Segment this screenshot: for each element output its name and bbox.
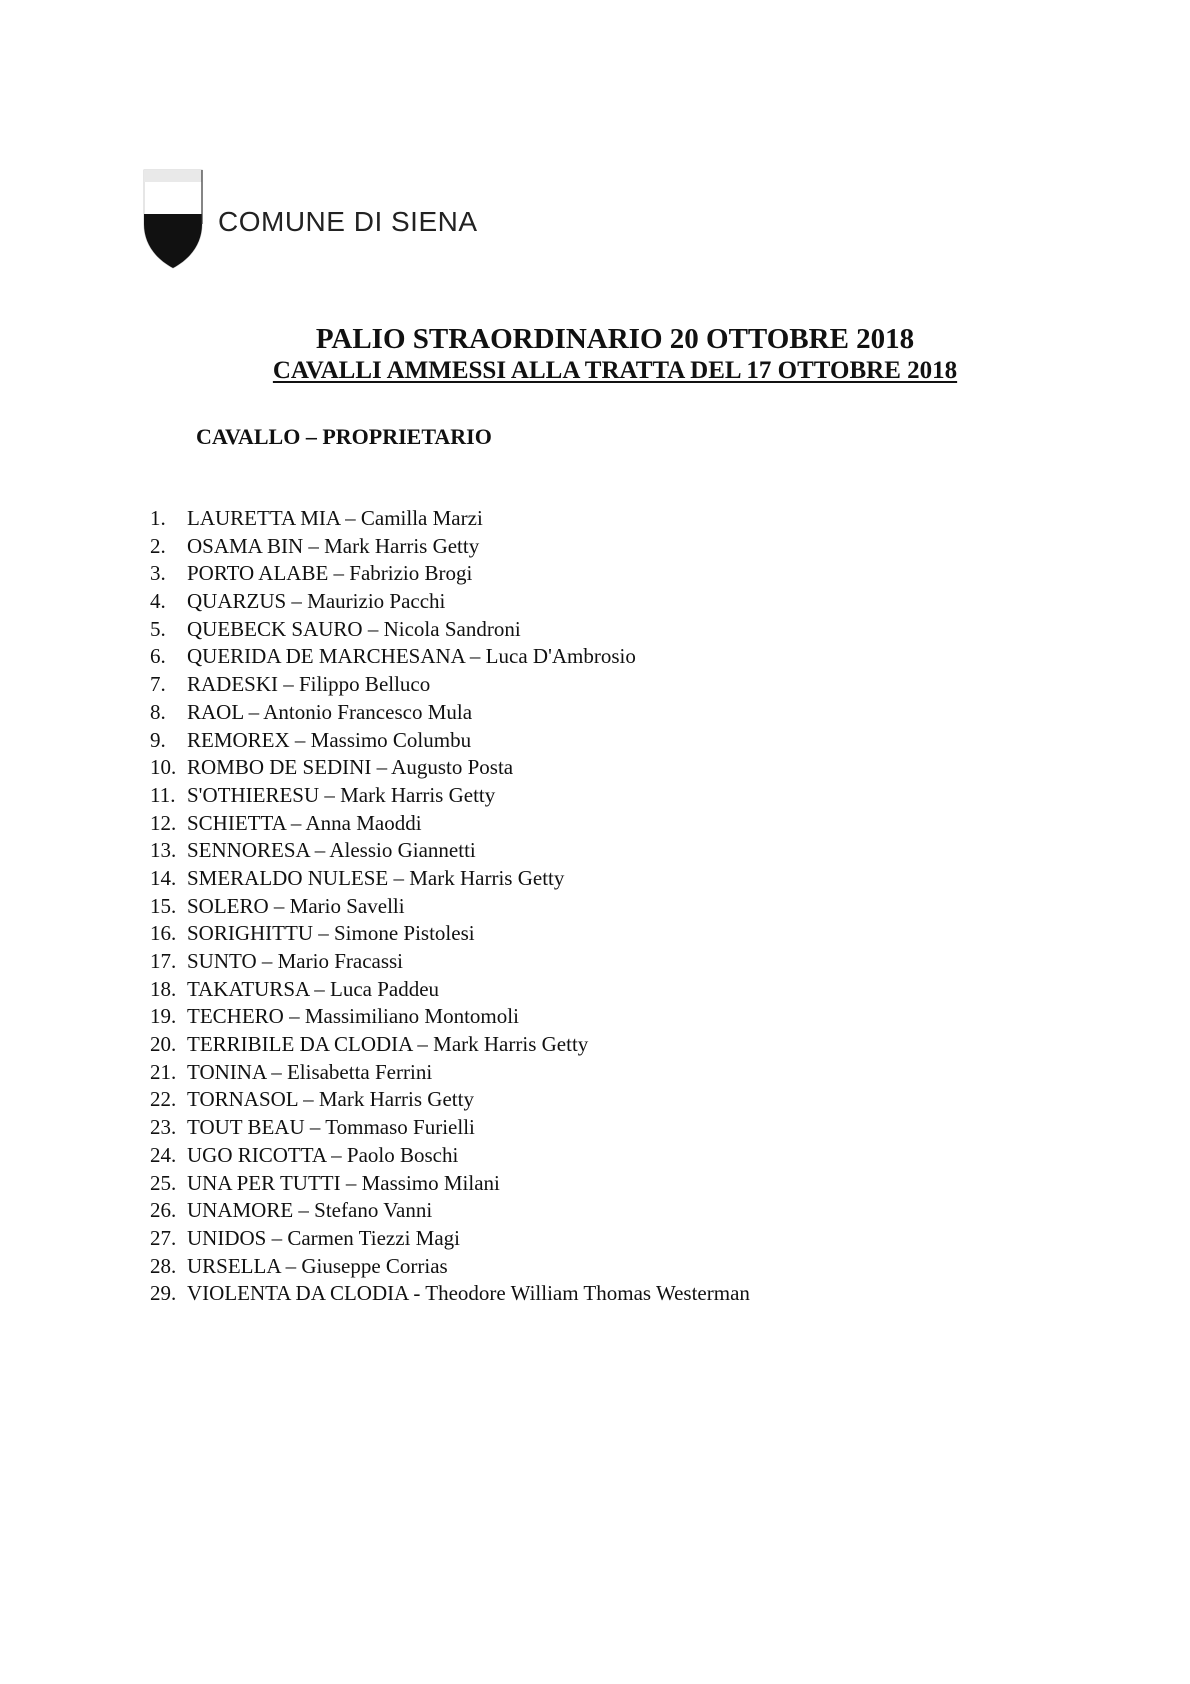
list-item [150, 1197, 750, 1225]
list-item [150, 1086, 750, 1114]
list-item-entry: SUNTO – Mario Fracassi [187, 949, 404, 973]
list-item [150, 1059, 750, 1087]
list-item-entry: PORTO ALABE – Fabrizio Brogi [187, 561, 473, 586]
list-item-number: 12. [150, 810, 177, 835]
list-item [150, 560, 750, 588]
page-title: PALIO STRAORDINARIO 20 OTTOBRE 2018 [315, 323, 915, 355]
municipality-logo [140, 166, 480, 272]
list-item [150, 1114, 750, 1142]
list-item [150, 699, 750, 727]
list-item [150, 810, 750, 838]
list-item-number: 7. [150, 672, 166, 697]
list-item-number: 15. [150, 893, 177, 918]
horse-list [150, 505, 750, 1308]
list-item-number: 2. [150, 533, 166, 558]
list-item [150, 671, 750, 699]
siena-balzana-shield-icon [140, 166, 206, 272]
list-item [150, 588, 750, 616]
list-item-number: 23. [150, 1115, 177, 1140]
column-header: CAVALLO – PROPRIETARIO [196, 424, 492, 449]
list-item-number: 11. [150, 782, 176, 807]
list-item [150, 1253, 750, 1281]
list-item-entry: SCHIETTA – Anna Maoddi [187, 810, 422, 835]
list-item-number: 13. [150, 838, 177, 863]
list-item-entry: TAKATURSA – Luca Paddeu [187, 976, 440, 1001]
list-item-entry: S'OTHIERESU – Mark Harris Getty [187, 782, 496, 807]
list-item [150, 948, 750, 976]
list-item-number: 25. [150, 1170, 177, 1195]
list-item-number: 8. [150, 699, 166, 724]
list-item-entry: TERRIBILE DA CLODIA – Mark Harris Getty [187, 1032, 589, 1057]
list-item-number: 20. [150, 1032, 177, 1057]
list-item-number: 27. [150, 1225, 177, 1250]
list-item-number: 14. [150, 865, 177, 890]
list-item [150, 920, 750, 948]
list-item [150, 1031, 750, 1059]
list-item-entry: UNAMORE – Stefano Vanni [187, 1198, 433, 1223]
list-item-entry: QUEBECK SAURO – Nicola Sandroni [187, 616, 521, 641]
list-item-number: 28. [150, 1253, 177, 1278]
list-item-number: 17. [150, 949, 177, 973]
list-item-number: 9. [150, 727, 166, 752]
list-item-entry: TOUT BEAU – Tommaso Furielli [187, 1115, 475, 1140]
list-item-number: 4. [150, 589, 166, 614]
municipality-name: COMUNE DI SIENA [218, 206, 478, 237]
list-item-entry: SOLERO – Mario Savelli [187, 893, 405, 918]
list-item-number: 6. [150, 644, 166, 669]
list-item [150, 1225, 750, 1253]
list-item [150, 865, 750, 893]
list-item-entry: LAURETTA MIA – Camilla Marzi [187, 506, 483, 530]
list-item-entry: URSELLA – Giuseppe Corrias [187, 1253, 448, 1278]
shield-lower-half [144, 214, 202, 268]
list-item [150, 505, 750, 533]
list-item [150, 727, 750, 755]
list-item-entry: TONINA – Elisabetta Ferrini [187, 1059, 433, 1084]
list-item-number: 5. [150, 616, 166, 641]
list-item [150, 616, 750, 644]
list-item-entry: OSAMA BIN – Mark Harris Getty [187, 533, 480, 558]
list-item [150, 782, 750, 810]
list-item-number: 26. [150, 1198, 177, 1223]
list-item [150, 1142, 750, 1170]
list-item-number: 1. [150, 506, 166, 530]
list-item [150, 837, 750, 865]
list-item-number: 24. [150, 1142, 177, 1167]
page-subtitle: CAVALLI AMMESSI ALLA TRATTA DEL 17 OTTOBRE 2018 [272, 357, 958, 384]
title-block [0, 322, 1190, 386]
list-item-entry: ROMBO DE SEDINI – Augusto Posta [187, 755, 514, 780]
list-item-number: 29. [150, 1281, 177, 1306]
list-item [150, 643, 750, 671]
list-item-number: 3. [150, 561, 166, 586]
list-item-entry: RAOL – Antonio Francesco Mula [187, 699, 473, 724]
list-item-entry: TORNASOL – Mark Harris Getty [187, 1087, 474, 1112]
list-item-entry: UGO RICOTTA – Paolo Boschi [187, 1142, 459, 1167]
list-item-entry: SORIGHITTU – Simone Pistolesi [187, 921, 475, 946]
list-item-number: 21. [150, 1059, 177, 1084]
list-item [150, 754, 750, 782]
list-item-number: 16. [150, 921, 177, 946]
list-item [150, 1003, 750, 1031]
list-item-number: 19. [150, 1004, 177, 1029]
list-item-entry: SENNORESA – Alessio Giannetti [187, 838, 476, 863]
list-item [150, 976, 750, 1004]
list-item-number: 10. [150, 755, 177, 780]
list-item [150, 1170, 750, 1198]
list-item-number: 18. [150, 976, 177, 1001]
list-item-entry: VIOLENTA DA CLODIA - Theodore William Thomas Westerman [187, 1281, 750, 1306]
list-item-number: 22. [150, 1087, 177, 1112]
list-item-entry: QUARZUS – Maurizio Pacchi [187, 589, 446, 614]
list-item-entry: REMOREX – Massimo Columbu [187, 727, 472, 752]
list-item-entry: SMERALDO NULESE – Mark Harris Getty [187, 865, 565, 890]
list-item-entry: UNA PER TUTTI – Massimo Milani [187, 1170, 500, 1195]
list-item-entry: TECHERO – Massimiliano Montomoli [187, 1004, 519, 1029]
list-item [150, 893, 750, 921]
list-item-entry: UNIDOS – Carmen Tiezzi Magi [187, 1225, 460, 1250]
list-item [150, 533, 750, 561]
list-item [150, 1280, 750, 1308]
list-item-entry: QUERIDA DE MARCHESANA – Luca D'Ambrosio [187, 644, 636, 669]
list-item-entry: RADESKI – Filippo Belluco [187, 672, 431, 697]
